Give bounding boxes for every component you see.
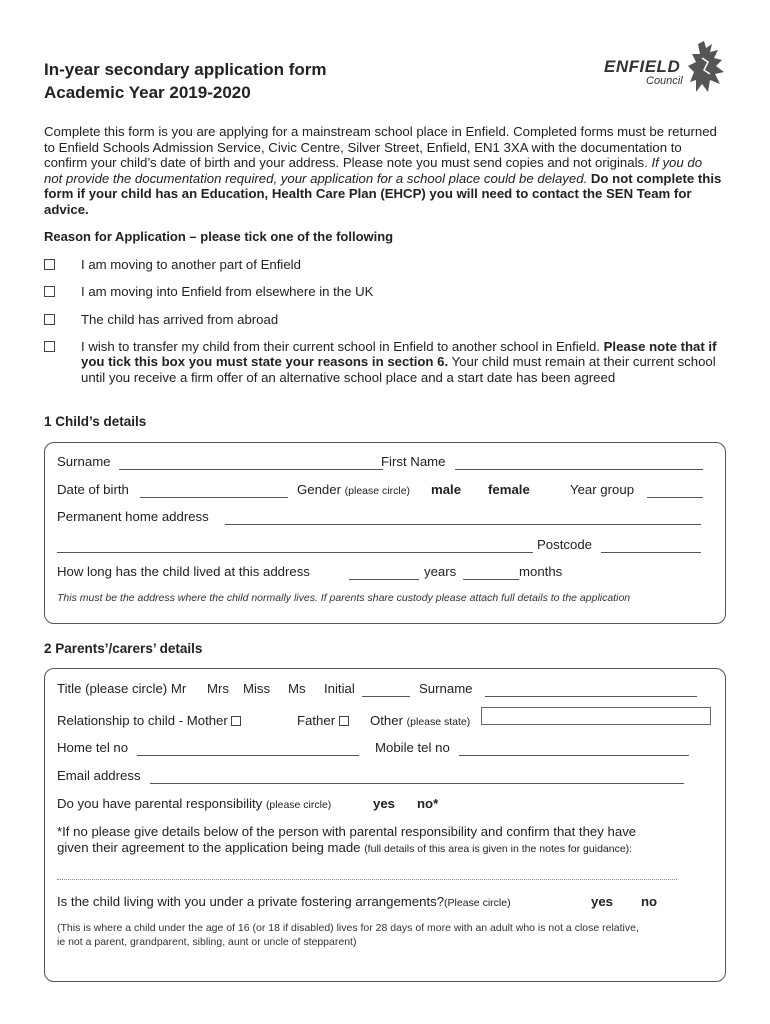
reason-heading: Reason for Application – please tick one of the following (44, 229, 394, 244)
parent-surname-field[interactable] (485, 696, 697, 697)
gender-text: Gender (297, 482, 341, 497)
dragon-crest-icon (688, 40, 728, 98)
fostering-text: Is the child living with you under a private fostering arrangements? (57, 894, 445, 909)
if-no-main: given their agreement to the application being made (57, 840, 361, 855)
reason-checkbox-3[interactable] (44, 314, 55, 325)
title-label: Title (please circle) Mr (57, 681, 187, 696)
address-note: This must be the address where the child normally lives. If parents share custody please attach full details to the application (57, 592, 631, 604)
initial-label: Initial (324, 681, 355, 696)
section-2-heading: 2 Parents’/carers’ details (44, 641, 203, 656)
if-no-row-2 (57, 840, 713, 858)
child-address-row (57, 509, 713, 527)
logo-sub: Council (646, 75, 683, 87)
child-first-name-label: First Name (381, 454, 446, 469)
intro-paragraph (44, 124, 724, 218)
title-miss-option[interactable]: Miss (243, 681, 271, 696)
fostering-label (57, 894, 511, 909)
years-label: years (424, 564, 457, 579)
child-address-label: Permanent home address (57, 509, 209, 524)
postcode-label: Postcode (537, 537, 592, 552)
child-first-name-field[interactable] (455, 469, 703, 470)
child-dob-field[interactable] (140, 497, 288, 498)
form-title-line2: Academic Year 2019-2020 (44, 83, 251, 102)
home-tel-field[interactable] (137, 755, 359, 756)
reason-option-4-label (81, 339, 731, 385)
intro-text-3: . (583, 170, 591, 186)
parent-title-row (57, 681, 713, 699)
fostering-hint: (Please circle) (444, 897, 511, 909)
year-group-label: Year group (570, 482, 635, 497)
reason-option-4-text-c: Your child must remain at their current school until you receive a firm offer of an alternative school place and a start date has been agreed (81, 354, 716, 385)
logo-word: ENFIELD (604, 57, 681, 76)
child-gender-label (297, 482, 410, 497)
other-relationship-input[interactable] (481, 707, 711, 725)
responsibility-no-option[interactable]: no* (417, 796, 439, 811)
other-hint: (please state) (406, 716, 471, 728)
reason-option-4-text-bold: Please note that if you tick this box you must state your reasons in section 6. (81, 339, 717, 370)
initial-field[interactable] (362, 696, 410, 697)
child-surname-label: Surname (57, 454, 111, 469)
child-details-panel (44, 442, 726, 624)
reason-checkbox-1[interactable] (44, 259, 55, 270)
if-no-details-field[interactable] (57, 879, 677, 880)
if-no-hint: (full details of this area is given in the notes for guidance): (364, 843, 633, 855)
father-text: Father (297, 713, 336, 728)
if-no-text-2 (57, 840, 632, 855)
child-address-line-2[interactable] (57, 552, 533, 553)
fostering-row (57, 894, 713, 912)
relationship-label (57, 713, 241, 728)
section-1-heading: 1 Child’s details (44, 414, 147, 429)
father-checkbox[interactable] (339, 716, 349, 726)
fostering-note-2: ie not a parent, grandparent, sibling, aunt or uncle of stepparent) (57, 936, 357, 948)
reason-option-3-label: The child has arrived from abroad (81, 312, 279, 327)
reason-checkbox-2[interactable] (44, 286, 55, 297)
reason-option-1-label: I am moving to another part of Enfield (81, 257, 301, 272)
child-address-field[interactable] (225, 524, 701, 525)
email-label: Email address (57, 768, 141, 783)
title-mrs-option[interactable]: Mrs (207, 681, 229, 696)
how-long-label: How long has the child lived at this address (57, 564, 310, 579)
responsibility-row (57, 796, 713, 814)
responsibility-label (57, 796, 331, 811)
gender-hint: (please circle) (344, 485, 411, 497)
gender-male-option[interactable]: male (431, 482, 462, 497)
postcode-field[interactable] (601, 552, 701, 553)
child-postcode-row (57, 537, 713, 555)
home-tel-label: Home tel no (57, 740, 129, 755)
year-group-field[interactable] (647, 497, 703, 498)
months-field[interactable] (463, 579, 519, 580)
fostering-note-1: (This is where a child under the age of 16 (or 18 if disabled) lives for 28 days of more with an adult who is not a close relative, (57, 922, 639, 934)
email-field[interactable] (150, 783, 684, 784)
reason-option-2-label: I am moving into Enfield from elsewhere in the UK (81, 284, 374, 299)
phone-row (57, 740, 713, 758)
how-long-row (57, 564, 713, 582)
child-dob-row (57, 482, 713, 500)
fostering-note (57, 921, 639, 949)
years-field[interactable] (349, 579, 419, 580)
responsibility-hint: (please circle) (265, 799, 332, 811)
mobile-tel-field[interactable] (459, 755, 689, 756)
title-ms-option[interactable]: Ms (288, 681, 306, 696)
responsibility-yes-option[interactable]: yes (373, 796, 396, 811)
relationship-text: Relationship to child - Mother (57, 713, 228, 728)
mobile-tel-label: Mobile tel no (375, 740, 450, 755)
enfield-council-logo (604, 40, 728, 100)
child-surname-field[interactable] (119, 469, 383, 470)
form-title-line1: In-year secondary application form (44, 60, 327, 79)
gender-female-option[interactable]: female (488, 482, 530, 497)
child-name-row (57, 454, 713, 472)
intro-text-bold: Do not complete this form if your child has an Education, Health Care Plan (EHCP) you will need to contact the SEN Team for advice. (44, 170, 722, 217)
reason-checkbox-4[interactable] (44, 341, 55, 352)
fostering-yes-option[interactable]: yes (591, 894, 614, 909)
child-dob-label: Date of birth (57, 482, 129, 497)
months-label: months (519, 564, 563, 579)
form-title (44, 58, 326, 104)
responsibility-text: Do you have parental responsibility (57, 796, 263, 811)
intro-text-1: Complete this form is you are applying for a mainstream school place in Enfield. Completed forms must be returned to Enfield Schools Admission Service, Civic Centre, Silver Street, Enfield, EN1 3XA with the documentation to confirm your child’s date of birth and your address. Please note you must send copies and not originals. (44, 124, 717, 171)
reason-option-4-text-a: I wish to transfer my child from their current school in Enfield to another school in Enfield. (81, 339, 604, 354)
parents-details-panel (44, 668, 726, 982)
other-label (370, 713, 470, 728)
relationship-row (57, 713, 713, 731)
other-text: Other (370, 713, 403, 728)
father-label (297, 713, 349, 728)
fostering-no-option[interactable]: no (641, 894, 658, 909)
if-no-text-1: *If no please give details below of the person with parental responsibility and confirm that they have (57, 824, 637, 839)
email-row (57, 768, 713, 786)
mother-checkbox[interactable] (231, 716, 241, 726)
parent-surname-label: Surname (419, 681, 473, 696)
intro-text-italic: If you do not provide the documentation required, your application for a school place could be delayed (44, 155, 703, 186)
